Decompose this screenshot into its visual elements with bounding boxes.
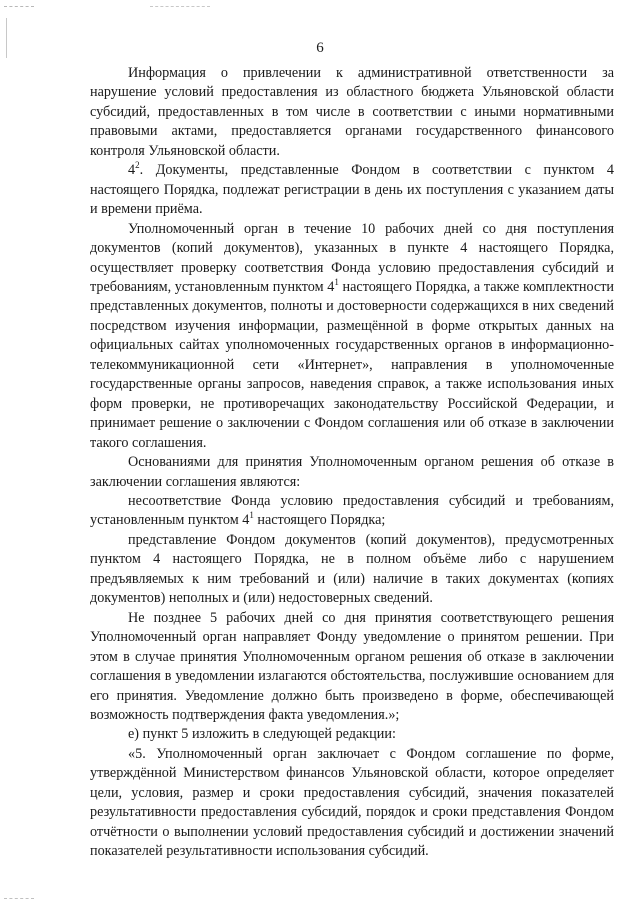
document-body (90, 64, 614, 862)
paragraph-item-5-amend: е) пункт 5 изложить в следующей редакции: (128, 726, 396, 743)
paragraph-notification: Не позднее 5 рабочих дней со дня принятия соответствующего решения Уполномоченный орган направляет Фонду уведомление о принятом решении. При этом в случае принятия Уполномоченным органом решения об отказе в заключении соглашения в уведомлении излагаются обстоятельства, послужившие основанием для его принятия. Уведомление должно быть произведено в форме, обеспечивающей возможность подтверждения факта уведомления.»; (90, 609, 614, 723)
paragraph-verification: Уполномоченный орган в течение 10 рабочих дней со дня поступления документов (копий документов), указанных в пункте 4 настоящего Порядка, осуществляет проверку соответствия Фонда условию предоставления субсидий и требованиям, установленным пунктом $4^1$ настоящего Порядка, а также комплектности представленных документов, полноты и достоверности содержащихся в них сведений посредством изучения информации, размещённой в форме открытых данных на официальных сайтах уполномоченных государственных органов в информационно-телекоммуникационной сети «Интернет», направления в уполномоченные государственные органы запросов, наведения справок, а также использования иных форм проверки, не противоречащих законодательству Российской Федерации, и принимает решение о заключении с Фондом соглашения или об отказе в заключении такого соглашения. (90, 220, 614, 451)
paragraph-4-2-registration: $4^2$. Документы, представленные Фондом в соответствии с пунктом 4 настоящего Порядка, подлежат регистрации в день их поступления с указанием даты и времени приёма. (90, 160, 614, 218)
scan-edge-mark (4, 6, 34, 7)
paragraph-admin-responsibility: Информация о привлечении к административной ответственности за нарушение условий предоставления из областного бюджета Ульяновской области субсидий, предоставленных в том числе в соответствии с иными нормативными правовыми актами, предоставляется органами государственного финансового контроля Ульяновской области. (90, 65, 614, 159)
paragraph-ground-documents: представление Фондом документов (копий документов), предусмотренных пунктом 4 настоящего Порядка, не в полном объёме либо с нарушением предъявляемых к ним требований и (или) наличие в таких документах (копиях документов) неполных и (или) недостоверных сведений. (90, 531, 614, 607)
scan-edge-mark (150, 6, 210, 7)
paragraph-ground-noncompliance: несоответствие Фонда условию предоставления субсидий и требованиям, установленным пунктом $4^1$ настоящего Порядка; (90, 492, 614, 529)
page-number: 6 (316, 40, 324, 56)
paragraph-refusal-grounds: Основаниями для принятия Уполномоченным органом решения об отказе в заключении соглашения являются: (90, 454, 614, 490)
scan-edge-mark (4, 898, 34, 899)
paragraph-item-5-text: «5. Уполномоченный орган заключает с Фондом соглашение по форме, утверждённой Министерством финансов Ульяновской области, которое определяет цели, условия, размер и сроки предоставления субсидий, значения показателей результативности предоставления субсидий, порядок и сроки представления Фондом отчётности о выполнении условий предоставления субсидий и достижении значений показателей результативности использования субсидий. (90, 745, 614, 860)
